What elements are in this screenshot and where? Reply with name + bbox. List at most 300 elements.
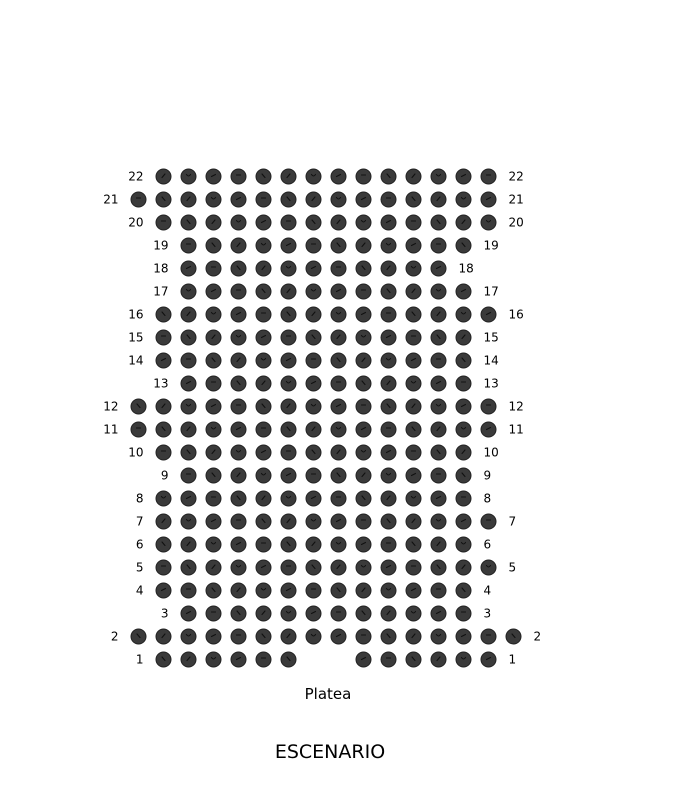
seat[interactable] [231,606,246,621]
seat[interactable] [381,215,396,230]
seat[interactable] [431,560,446,575]
seat[interactable] [331,629,346,644]
seat[interactable] [431,215,446,230]
seat[interactable] [306,583,321,598]
seat[interactable] [206,192,221,207]
seat[interactable] [456,468,471,483]
seat-icon [481,422,496,437]
seat[interactable] [181,422,196,437]
seat[interactable] [431,192,446,207]
seat[interactable] [256,445,271,460]
seat[interactable] [406,399,421,414]
seat[interactable] [381,491,396,506]
seat[interactable] [306,445,321,460]
seat[interactable] [456,445,471,460]
seat[interactable] [181,238,196,253]
seat[interactable] [181,652,196,667]
seat[interactable] [131,422,146,437]
seat[interactable] [456,422,471,437]
seat[interactable] [431,422,446,437]
seat[interactable] [181,284,196,299]
seat[interactable] [406,606,421,621]
seat[interactable] [281,192,296,207]
seat[interactable] [256,491,271,506]
seat[interactable] [406,215,421,230]
seat[interactable] [281,284,296,299]
seat[interactable] [381,399,396,414]
seat[interactable] [156,491,171,506]
seat[interactable] [331,606,346,621]
seat[interactable] [456,238,471,253]
seat[interactable] [181,353,196,368]
seat[interactable] [381,422,396,437]
seat[interactable] [281,468,296,483]
seat[interactable] [431,491,446,506]
seat[interactable] [331,353,346,368]
seat[interactable] [131,399,146,414]
seat[interactable] [481,192,496,207]
seat[interactable] [456,169,471,184]
seat[interactable] [206,261,221,276]
seat[interactable] [256,238,271,253]
seat[interactable] [331,169,346,184]
seat[interactable] [356,330,371,345]
seat[interactable] [431,537,446,552]
seat[interactable] [456,192,471,207]
seat[interactable] [331,399,346,414]
seat[interactable] [356,399,371,414]
seat[interactable] [231,238,246,253]
seat[interactable] [306,491,321,506]
seat[interactable] [231,583,246,598]
seat[interactable] [156,192,171,207]
seat[interactable] [356,261,371,276]
seat[interactable] [181,192,196,207]
seat[interactable] [456,583,471,598]
seat[interactable] [406,422,421,437]
seat-icon [256,422,271,437]
seat[interactable] [331,468,346,483]
seat[interactable] [231,629,246,644]
seat[interactable] [356,238,371,253]
seat[interactable] [356,606,371,621]
seat[interactable] [456,652,471,667]
seat[interactable] [381,445,396,460]
seat[interactable] [456,284,471,299]
seat[interactable] [181,376,196,391]
seat[interactable] [181,514,196,529]
seat[interactable] [206,215,221,230]
seat[interactable] [181,583,196,598]
seat[interactable] [256,261,271,276]
seat[interactable] [456,491,471,506]
seat[interactable] [381,514,396,529]
seat[interactable] [356,192,371,207]
seat[interactable] [156,353,171,368]
seat[interactable] [381,537,396,552]
seat[interactable] [431,330,446,345]
seat[interactable] [356,652,371,667]
seat[interactable] [406,491,421,506]
seat[interactable] [306,376,321,391]
seat[interactable] [231,514,246,529]
seat[interactable] [456,215,471,230]
seat[interactable] [356,422,371,437]
seat[interactable] [156,514,171,529]
seat[interactable] [206,468,221,483]
seat[interactable] [306,468,321,483]
seat[interactable] [456,353,471,368]
seat[interactable] [406,353,421,368]
seat[interactable] [156,537,171,552]
seat[interactable] [331,238,346,253]
seat[interactable] [181,606,196,621]
seat[interactable] [456,514,471,529]
seat[interactable] [281,399,296,414]
seat[interactable] [181,307,196,322]
seat[interactable] [331,583,346,598]
seat[interactable] [356,560,371,575]
seat[interactable] [381,652,396,667]
seat[interactable] [356,169,371,184]
seat[interactable] [506,629,521,644]
seat[interactable] [256,514,271,529]
seat[interactable] [356,376,371,391]
seat[interactable] [306,514,321,529]
seat[interactable] [206,169,221,184]
seat[interactable] [331,330,346,345]
seat[interactable] [406,238,421,253]
seat[interactable] [206,652,221,667]
seat[interactable] [431,606,446,621]
seat[interactable] [231,399,246,414]
seat[interactable] [231,376,246,391]
seat[interactable] [381,330,396,345]
seat[interactable] [306,560,321,575]
seat[interactable] [156,330,171,345]
seat[interactable] [331,445,346,460]
seat[interactable] [206,537,221,552]
seat[interactable] [406,583,421,598]
seat[interactable] [381,606,396,621]
seat[interactable] [406,261,421,276]
seat[interactable] [306,606,321,621]
seat[interactable] [131,192,146,207]
seat[interactable] [381,376,396,391]
seat[interactable] [481,169,496,184]
seat[interactable] [456,629,471,644]
seat[interactable] [206,307,221,322]
seat[interactable] [156,422,171,437]
seat[interactable] [431,238,446,253]
seat[interactable] [431,629,446,644]
seat[interactable] [481,652,496,667]
seat[interactable] [156,307,171,322]
seat[interactable] [231,192,246,207]
seat[interactable] [281,652,296,667]
seat[interactable] [406,284,421,299]
seat[interactable] [281,537,296,552]
seat[interactable] [281,629,296,644]
seat[interactable] [256,307,271,322]
seat[interactable] [456,307,471,322]
seat[interactable] [256,652,271,667]
seat[interactable] [381,353,396,368]
seat[interactable] [306,192,321,207]
seat[interactable] [481,514,496,529]
seat[interactable] [181,445,196,460]
seat[interactable] [156,445,171,460]
seat[interactable] [431,652,446,667]
seat[interactable] [281,445,296,460]
seat[interactable] [356,537,371,552]
seat[interactable] [406,560,421,575]
seat-row [136,537,491,552]
seat[interactable] [181,491,196,506]
seat[interactable] [231,261,246,276]
seat[interactable] [231,284,246,299]
seat[interactable] [256,284,271,299]
seat[interactable] [206,399,221,414]
seat[interactable] [406,330,421,345]
seat[interactable] [356,353,371,368]
seat[interactable] [231,445,246,460]
seat[interactable] [406,376,421,391]
seat[interactable] [456,537,471,552]
seat[interactable] [381,169,396,184]
seat[interactable] [206,583,221,598]
seat[interactable] [306,330,321,345]
seat[interactable] [281,422,296,437]
seat[interactable] [206,284,221,299]
seat[interactable] [331,192,346,207]
seat[interactable] [431,445,446,460]
seat[interactable] [331,215,346,230]
seat[interactable] [156,583,171,598]
seat[interactable] [431,353,446,368]
seat[interactable] [181,560,196,575]
seat[interactable] [281,376,296,391]
seat[interactable] [331,491,346,506]
seat-icon [181,353,196,368]
seat-row [128,215,524,230]
seat[interactable] [256,629,271,644]
seat[interactable] [406,652,421,667]
seat[interactable] [206,422,221,437]
seat-icon [356,422,371,437]
seat[interactable] [281,606,296,621]
seat[interactable] [306,284,321,299]
seat[interactable] [406,629,421,644]
seat[interactable] [256,192,271,207]
seat[interactable] [231,537,246,552]
seat[interactable] [356,583,371,598]
seat[interactable] [206,606,221,621]
seat[interactable] [206,376,221,391]
seat[interactable] [356,468,371,483]
seat[interactable] [256,468,271,483]
seat[interactable] [256,606,271,621]
seat[interactable] [231,468,246,483]
seat[interactable] [281,261,296,276]
seat[interactable] [431,169,446,184]
seat[interactable] [356,445,371,460]
seat[interactable] [231,307,246,322]
seat[interactable] [231,330,246,345]
seat[interactable] [456,560,471,575]
seat[interactable] [356,514,371,529]
seat[interactable] [406,307,421,322]
seat[interactable] [456,330,471,345]
seat[interactable] [306,238,321,253]
seat[interactable] [381,468,396,483]
seat[interactable] [231,491,246,506]
seat[interactable] [206,491,221,506]
seat[interactable] [181,169,196,184]
seat[interactable] [181,399,196,414]
seat[interactable] [181,629,196,644]
seat[interactable] [381,583,396,598]
seat[interactable] [406,514,421,529]
seat[interactable] [381,192,396,207]
seat[interactable] [256,583,271,598]
seat[interactable] [281,307,296,322]
seat[interactable] [181,261,196,276]
seat[interactable] [256,399,271,414]
seat[interactable] [331,537,346,552]
seat[interactable] [331,261,346,276]
seat[interactable] [431,399,446,414]
seat-icon [306,261,321,276]
seat[interactable] [231,560,246,575]
seat[interactable] [431,468,446,483]
seat[interactable] [156,399,171,414]
seat[interactable] [381,560,396,575]
seat[interactable] [306,169,321,184]
seat[interactable] [206,629,221,644]
seat[interactable] [256,376,271,391]
seat[interactable] [306,537,321,552]
seat[interactable] [381,238,396,253]
seat[interactable] [481,560,496,575]
seat[interactable] [431,307,446,322]
seat[interactable] [231,353,246,368]
seat[interactable] [231,652,246,667]
seat[interactable] [481,399,496,414]
seat[interactable] [256,560,271,575]
seat[interactable] [281,491,296,506]
seat[interactable] [281,215,296,230]
seat[interactable] [431,261,446,276]
seat[interactable] [181,468,196,483]
seat[interactable] [256,330,271,345]
seat-icon [481,629,496,644]
seat[interactable] [156,652,171,667]
seat[interactable] [306,399,321,414]
seat[interactable] [356,491,371,506]
seat[interactable] [281,238,296,253]
seat[interactable] [206,514,221,529]
seat[interactable] [256,353,271,368]
seat[interactable] [306,215,321,230]
seat[interactable] [331,514,346,529]
seat[interactable] [181,330,196,345]
seat[interactable] [156,215,171,230]
seat[interactable] [206,238,221,253]
seat[interactable] [331,422,346,437]
seat[interactable] [481,307,496,322]
seat[interactable] [406,468,421,483]
seat[interactable] [481,215,496,230]
seat[interactable] [181,537,196,552]
seat[interactable] [456,606,471,621]
seat[interactable] [256,215,271,230]
seat[interactable] [456,376,471,391]
seat[interactable] [306,307,321,322]
seat[interactable] [231,215,246,230]
seat[interactable] [281,514,296,529]
seat[interactable] [456,399,471,414]
seat[interactable] [231,422,246,437]
seat[interactable] [431,284,446,299]
seat[interactable] [431,514,446,529]
seat[interactable] [206,353,221,368]
seat[interactable] [131,629,146,644]
seat[interactable] [381,284,396,299]
seat[interactable] [406,445,421,460]
seat[interactable] [406,537,421,552]
seat[interactable] [331,307,346,322]
seat[interactable] [306,422,321,437]
seat[interactable] [281,353,296,368]
seat[interactable] [481,629,496,644]
seat[interactable] [356,629,371,644]
seat[interactable] [206,445,221,460]
seat[interactable] [331,284,346,299]
seat[interactable] [406,169,421,184]
seat[interactable] [231,169,246,184]
seat[interactable] [431,583,446,598]
seat[interactable] [256,422,271,437]
seat[interactable] [356,284,371,299]
seat[interactable] [381,629,396,644]
seat[interactable] [281,330,296,345]
seat[interactable] [306,261,321,276]
seat[interactable] [406,192,421,207]
seat[interactable] [256,169,271,184]
seat[interactable] [356,307,371,322]
seat[interactable] [356,215,371,230]
seat[interactable] [156,560,171,575]
seat[interactable] [381,307,396,322]
seat[interactable] [306,353,321,368]
seat[interactable] [156,629,171,644]
seat[interactable] [181,215,196,230]
seat[interactable] [281,560,296,575]
seat[interactable] [431,376,446,391]
seat[interactable] [156,169,171,184]
seat[interactable] [481,422,496,437]
seat[interactable] [306,629,321,644]
seat[interactable] [206,330,221,345]
seat[interactable] [381,261,396,276]
seat[interactable] [331,376,346,391]
seat[interactable] [256,537,271,552]
seat[interactable] [281,583,296,598]
seat[interactable] [331,560,346,575]
seat[interactable] [281,169,296,184]
seat[interactable] [206,560,221,575]
